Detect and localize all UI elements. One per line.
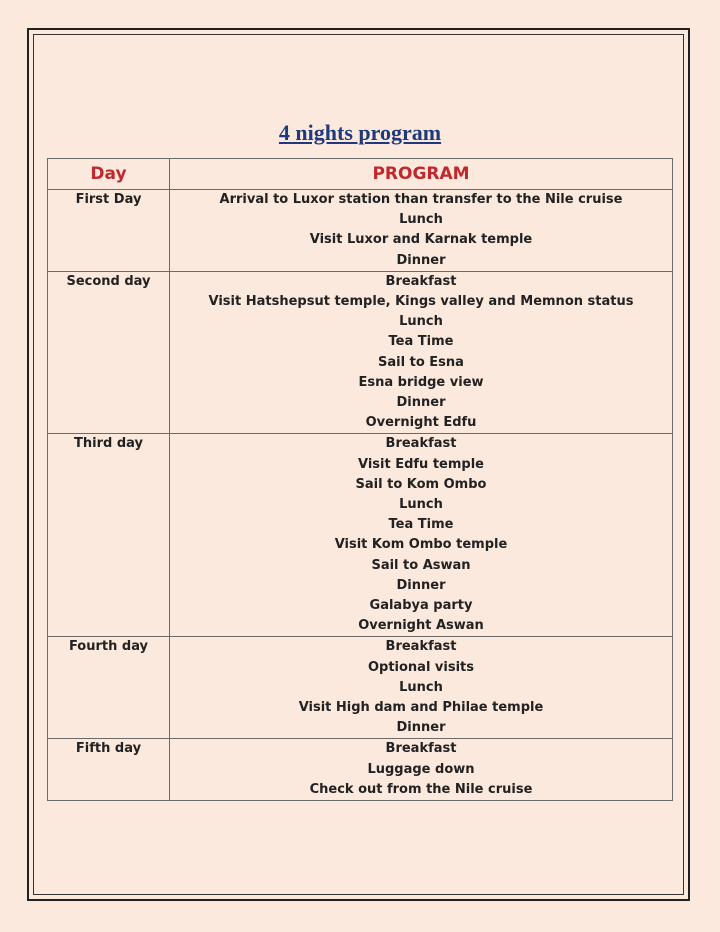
document-title: 4 nights program — [278, 120, 442, 145]
header-day: Day — [48, 159, 170, 190]
activity-item: Visit Kom Ombo temple — [334, 537, 508, 553]
program-cell — [170, 434, 673, 637]
activity-item: Luggage down — [367, 761, 475, 777]
activity-item: Visit High dam and Philae temple — [298, 700, 544, 716]
program-cell — [170, 271, 673, 434]
activity-item: Arrival to Luxor station than transfer to the Nile cruise — [219, 192, 623, 207]
activity-item: Check out from the Nile cruise — [309, 781, 533, 797]
activity-item: Lunch — [399, 314, 443, 330]
day-cell: Third day — [48, 434, 170, 637]
activity-item: Optional visits — [367, 659, 475, 675]
program-cell — [170, 637, 673, 739]
table-row — [48, 637, 673, 739]
activity-item: Galabya party — [369, 598, 473, 614]
day-cell: Fourth day — [48, 637, 170, 739]
program-cell — [170, 739, 673, 801]
activity-item: Sail to Kom Ombo — [355, 476, 487, 492]
activity-item: Dinner — [396, 395, 446, 411]
activity-item: Esna bridge view — [358, 374, 484, 390]
table-row — [48, 739, 673, 801]
activity-item: Tea Time — [388, 517, 454, 533]
activity-item: Breakfast — [385, 741, 457, 757]
table-body — [48, 190, 673, 801]
activity-item: Visit Luxor and Karnak temple — [309, 232, 533, 248]
program-table — [47, 158, 673, 801]
activity-item: Tea Time — [388, 334, 454, 350]
activity-item: Dinner — [396, 720, 446, 736]
activity-item: Visit Hatshepsut temple, Kings valley and Memnon status — [208, 294, 634, 310]
header-program: PROGRAM — [170, 159, 673, 190]
activity-item: Lunch — [399, 497, 443, 513]
activity-item: Lunch — [399, 679, 443, 695]
table-header-row — [48, 159, 673, 190]
activity-item: Visit Edfu temple — [357, 456, 484, 472]
table-row — [48, 190, 673, 272]
day-cell: Second day — [48, 271, 170, 434]
activity-item: Breakfast — [385, 639, 457, 655]
activity-item: Overnight Aswan — [358, 618, 484, 634]
activity-item: Lunch — [399, 212, 443, 228]
activity-item: Dinner — [396, 577, 446, 593]
activity-item: Overnight Edfu — [365, 415, 477, 431]
activity-item: Breakfast — [385, 273, 457, 289]
program-cell — [170, 190, 673, 272]
day-cell: First Day — [48, 190, 170, 272]
activity-item: Sail to Aswan — [371, 557, 471, 573]
table-row — [48, 434, 673, 637]
activity-item: Breakfast — [385, 436, 457, 452]
activity-item: Dinner — [396, 252, 446, 268]
activity-item: Sail to Esna — [378, 354, 464, 370]
day-cell: Fifth day — [48, 739, 170, 801]
table-row — [48, 271, 673, 434]
